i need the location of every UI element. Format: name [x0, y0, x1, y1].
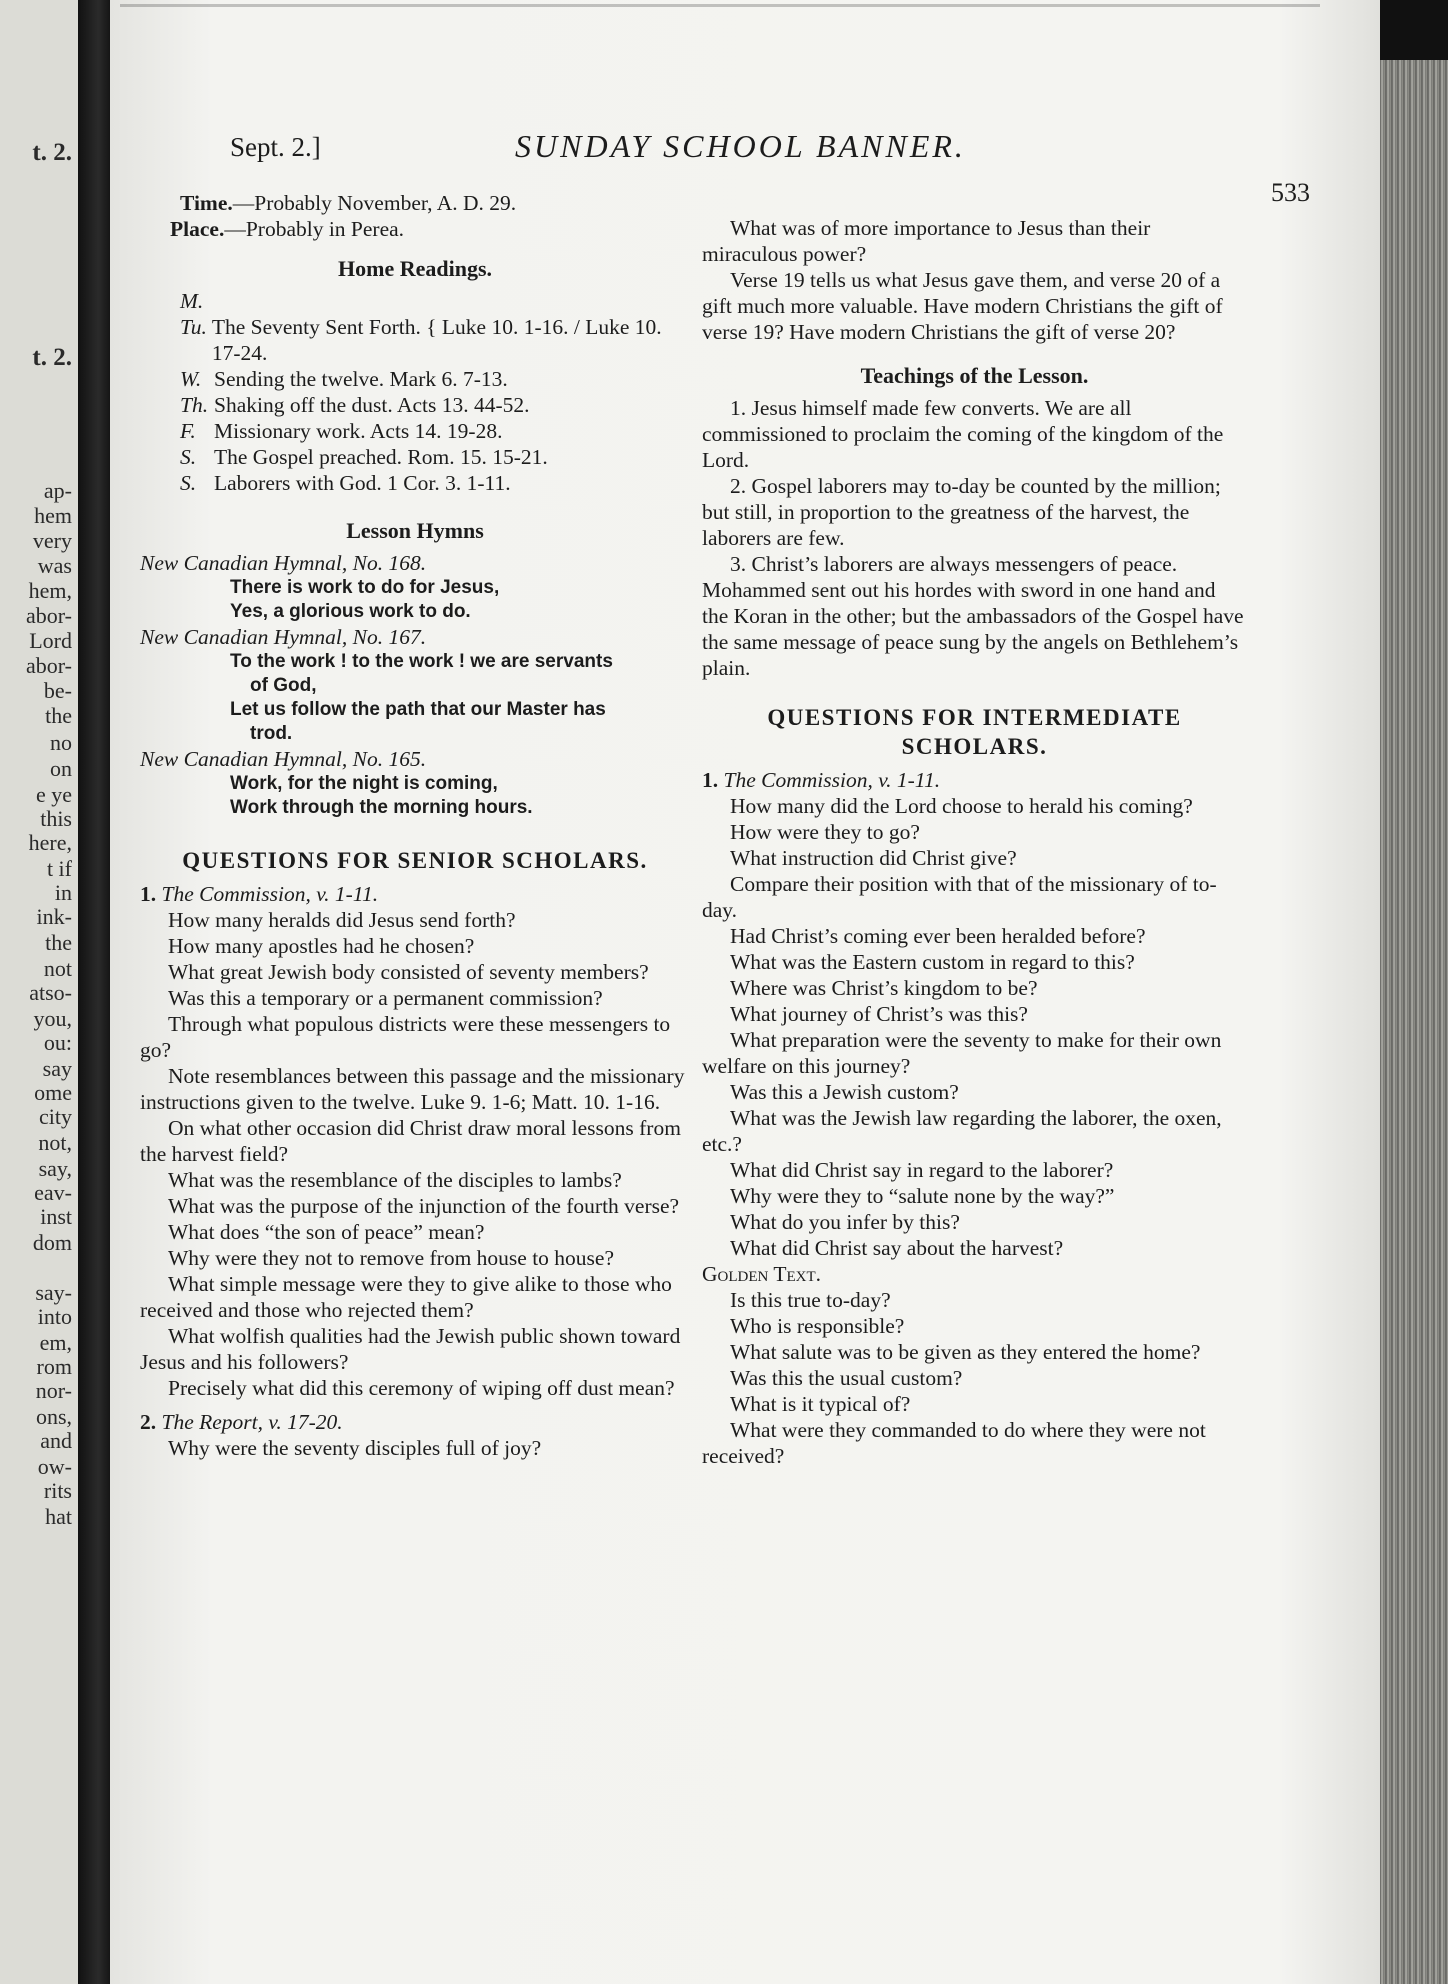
reading-text: The Seventy Sent Forth. { Luke 10. 1-16. / Luke 10. 17-24. — [211, 315, 662, 365]
reading-row — [180, 366, 690, 392]
place-label: Place. — [170, 217, 225, 241]
hymn-title: New Canadian Hymnal, No. 168. — [140, 551, 427, 575]
time-line — [140, 190, 690, 216]
intermediate-section-1-title — [702, 767, 1247, 793]
question: What great Jewish body consisted of seventy members? — [168, 960, 649, 984]
previous-page-fragment: dom — [32, 1230, 72, 1255]
question: Who is responsible? — [730, 1314, 905, 1338]
time-label: Time. — [180, 191, 233, 215]
previous-page-fragment: atso- — [29, 980, 72, 1005]
question: Precisely what did this ceremony of wiping off dust mean? — [168, 1376, 675, 1400]
page-edges — [1378, 60, 1448, 1984]
question: Why were the seventy disciples full of joy? — [168, 1436, 542, 1460]
question: What is it typical of? — [730, 1392, 911, 1416]
previous-page-fragment: say — [42, 1056, 72, 1081]
question: How many heralds did Jesus send forth? — [168, 908, 516, 932]
hymn-line: trod. — [250, 723, 293, 744]
question: What wolfish qualities had the Jewish public shown toward Jesus and his followers? — [140, 1324, 681, 1374]
question: What do you infer by this? — [730, 1210, 960, 1234]
section-title-text: The Commission, v. 1-11. — [161, 882, 379, 906]
left-column — [140, 190, 690, 1461]
intermediate-questions-heading: QUESTIONS FOR INTERMEDIATE SCHOLARS. — [767, 705, 1182, 759]
teachings-heading: Teachings of the Lesson. — [860, 363, 1089, 388]
reading-day: W. — [180, 367, 202, 391]
section-title-text: The Commission, v. 1-11. — [723, 768, 941, 792]
hymn-line: of God, — [250, 675, 317, 696]
question: 1. Jesus himself made few converts. We are all commissioned to proclaim the coming of the kingdom of the Lord. — [702, 396, 1224, 472]
section-title-text: The Report, v. 17-20. — [161, 1410, 343, 1434]
question: What did Christ say in regard to the laborer? — [730, 1158, 1114, 1182]
teachings-list — [702, 395, 1247, 681]
lesson-hymns-heading: Lesson Hymns — [346, 518, 484, 543]
previous-page-fragment: abor- — [26, 653, 72, 678]
question: What was the Eastern custom in regard to this? — [730, 950, 1135, 974]
previous-page-fragment: ow- — [37, 1454, 72, 1479]
question: Note resemblances between this passage and the missionary instructions given to the twelve. Luke 9. 1-6; Matt. 10. 1-16. — [140, 1064, 685, 1114]
previous-page-fragment: Lord — [29, 628, 72, 653]
previous-page-fragment: inst — [40, 1204, 72, 1229]
previous-page-fragment: here, — [28, 830, 72, 855]
previous-page-fragment: t. 2. — [32, 344, 72, 371]
hymn-title: New Canadian Hymnal, No. 165. — [140, 747, 427, 771]
question: What does “the son of peace” mean? — [168, 1220, 485, 1244]
previous-page-fragment: t if — [46, 856, 72, 881]
place-line — [140, 216, 690, 242]
reading-text: Sending the twelve. Mark 6. 7-13. — [214, 367, 508, 391]
section-number: 2. — [140, 1410, 157, 1434]
question: How many apostles had he chosen? — [168, 934, 475, 958]
reading-text: Shaking off the dust. Acts 13. 44-52. — [214, 393, 530, 417]
previous-page-fragment: e ye — [35, 782, 72, 807]
hymn-line: Work through the morning hours. — [230, 797, 533, 818]
intro-paragraphs — [702, 215, 1247, 345]
question: What salute was to be given as they entered the home? — [730, 1340, 1201, 1364]
question: What was the Jewish law regarding the laborer, the oxen, etc.? — [702, 1106, 1222, 1156]
question: Had Christ’s coming ever been heralded before? — [730, 924, 1146, 948]
question: Compare their position with that of the missionary of to-day. — [702, 872, 1217, 922]
header-title: SUNDAY SCHOOL BANNER. — [515, 128, 966, 164]
previous-page-fragment: not, — [38, 1130, 72, 1155]
previous-page-fragment: ons, — [35, 1404, 72, 1429]
senior-questions-2 — [140, 1435, 690, 1461]
question: Was this a Jewish custom? — [730, 1080, 959, 1104]
previous-page-fragment: you, — [33, 1006, 72, 1031]
previous-page-fragment: ou: — [43, 1030, 72, 1055]
reading-row — [180, 444, 690, 470]
question: 2. Gospel laborers may to-day be counted by the million; but still, in proportion to the greatness of the harvest, the laborers are few. — [702, 474, 1221, 550]
previous-page-fragment: hat — [45, 1504, 72, 1529]
previous-page-fragment: rits — [43, 1478, 72, 1503]
previous-page-fragment: nor- — [35, 1378, 72, 1403]
header-date: Sept. 2.] — [230, 132, 321, 162]
senior-questions-heading: QUESTIONS FOR SENIOR SCHOLARS. — [182, 848, 648, 873]
question: Through what populous districts were these messengers to go? — [140, 1012, 671, 1062]
home-readings-list — [140, 288, 690, 496]
question: Was this a temporary or a permanent commission? — [168, 986, 603, 1010]
previous-page-fragment: say, — [38, 1156, 72, 1181]
question: What were they commanded to do where they were not received? — [702, 1418, 1206, 1468]
section-number: 1. — [140, 882, 157, 906]
reading-text: The Gospel preached. Rom. 15. 15-21. — [214, 445, 548, 469]
hymn-line: Yes, a glorious work to do. — [230, 601, 471, 622]
reading-row — [180, 470, 690, 496]
hymn-title: New Canadian Hymnal, No. 167. — [140, 625, 427, 649]
previous-page-fragment: t. 2. — [32, 139, 72, 166]
previous-page-fragment: city — [39, 1104, 72, 1129]
previous-page-fragment: ink- — [36, 904, 72, 929]
question: What journey of Christ’s was this? — [730, 1002, 1028, 1026]
reading-day: F. — [180, 419, 196, 443]
reading-day: S. — [180, 471, 197, 495]
question: What was the purpose of the injunction of the fourth verse? — [168, 1194, 680, 1218]
question: On what other occasion did Christ draw moral lessons from the harvest field? — [140, 1116, 681, 1166]
question: What instruction did Christ give? — [730, 846, 1017, 870]
reading-day: Tu. — [180, 315, 207, 339]
question: Why were they not to remove from house to house? — [168, 1246, 614, 1270]
previous-page-fragment: em, — [39, 1330, 72, 1355]
time-text: —Probably November, A. D. 29. — [232, 191, 517, 215]
hymn-line: To the work ! to the work ! we are servants — [230, 651, 613, 672]
previous-page-fragment: the — [45, 703, 72, 728]
senior-section-1-title — [140, 881, 690, 907]
book-page — [110, 0, 1380, 1984]
question: What preparation were the seventy to make for their own welfare on this journey? — [702, 1028, 1222, 1078]
section-number: 1. — [702, 768, 719, 792]
top-edge-shadow — [120, 4, 1320, 7]
previous-page-fragment: ome — [34, 1080, 72, 1105]
reading-row — [180, 314, 690, 366]
reading-text: Missionary work. Acts 14. 19-28. — [214, 419, 503, 443]
background-top — [1378, 0, 1448, 60]
reading-text: Laborers with God. 1 Cor. 3. 1-11. — [214, 471, 511, 495]
reading-day: S. — [180, 445, 197, 469]
hymns-list — [140, 550, 690, 820]
question: How were they to go? — [730, 820, 920, 844]
page-number: 533 — [1271, 178, 1310, 207]
senior-section-2-title — [140, 1409, 690, 1435]
previous-page-fragment: hem, — [28, 578, 72, 603]
previous-page-fragment: in — [54, 880, 72, 905]
question: How many did the Lord choose to herald his coming? — [730, 794, 1193, 818]
question: What did Christ say about the harvest? — [730, 1236, 1064, 1260]
previous-page-fragment: hem — [34, 503, 72, 528]
question: What was of more importance to Jesus than their miraculous power? — [702, 216, 1151, 266]
senior-questions-1 — [140, 907, 690, 1401]
question: Where was Christ’s kingdom to be? — [730, 976, 1038, 1000]
previous-page-fragment: this — [40, 806, 72, 831]
intermediate-questions-after — [702, 1287, 1247, 1469]
previous-page-fragment: be- — [43, 678, 72, 703]
previous-page-fragment: no — [50, 730, 72, 755]
question: Is this true to-day? — [730, 1288, 891, 1312]
previous-page-fragment: and — [40, 1428, 72, 1453]
right-column — [702, 215, 1247, 1469]
question: What was the resemblance of the disciples to lambs? — [168, 1168, 622, 1192]
question: 3. Christ’s laborers are always messengers of peace. Mohammed sent out his hordes with sword in one hand and the Koran in the other; but the ambassadors of the Gospel have the same message of peace sung by the angels on Bethlehem’s plain. — [702, 552, 1244, 680]
previous-page-fragment: say- — [35, 1280, 72, 1305]
question: Verse 19 tells us what Jesus gave them, and verse 20 of a gift much more valuable. Have modern Christians the gift of verse 19? Have modern Christians the gift of verse 20? — [702, 268, 1223, 344]
reading-row — [180, 418, 690, 444]
previous-page-fragment: ap- — [43, 478, 72, 503]
previous-page-fragment: rom — [36, 1354, 72, 1379]
previous-page-fragment: abor- — [26, 603, 72, 628]
question: Why were they to “salute none by the way?” — [730, 1184, 1115, 1208]
question: What simple message were they to give alike to those who received and those who rejected them? — [140, 1272, 672, 1322]
previous-page-fragment: not — [43, 956, 72, 981]
golden-text: Golden Text. — [702, 1262, 822, 1286]
reading-row — [180, 288, 690, 314]
hymn-line: There is work to do for Jesus, — [230, 577, 500, 598]
previous-page-fragment: very — [32, 528, 72, 553]
previous-page-fragment: into — [37, 1304, 72, 1329]
previous-page-fragment: the — [45, 930, 72, 955]
place-text: —Probably in Perea. — [224, 217, 405, 241]
reading-day: M. — [180, 289, 204, 313]
book-gutter — [78, 0, 112, 1984]
hymn-line: Let us follow the path that our Master has — [230, 699, 606, 720]
previous-page-fragment: on — [50, 756, 72, 781]
previous-page-fragment: was — [37, 553, 72, 578]
reading-row — [180, 392, 690, 418]
question: Was this the usual custom? — [730, 1366, 963, 1390]
previous-page-margin — [0, 0, 78, 1984]
home-readings-heading: Home Readings. — [338, 256, 492, 281]
reading-day: Th. — [180, 393, 209, 417]
hymn-line: Work, for the night is coming, — [230, 773, 498, 794]
intermediate-questions — [702, 793, 1247, 1261]
previous-page-fragment: eav- — [34, 1180, 72, 1205]
